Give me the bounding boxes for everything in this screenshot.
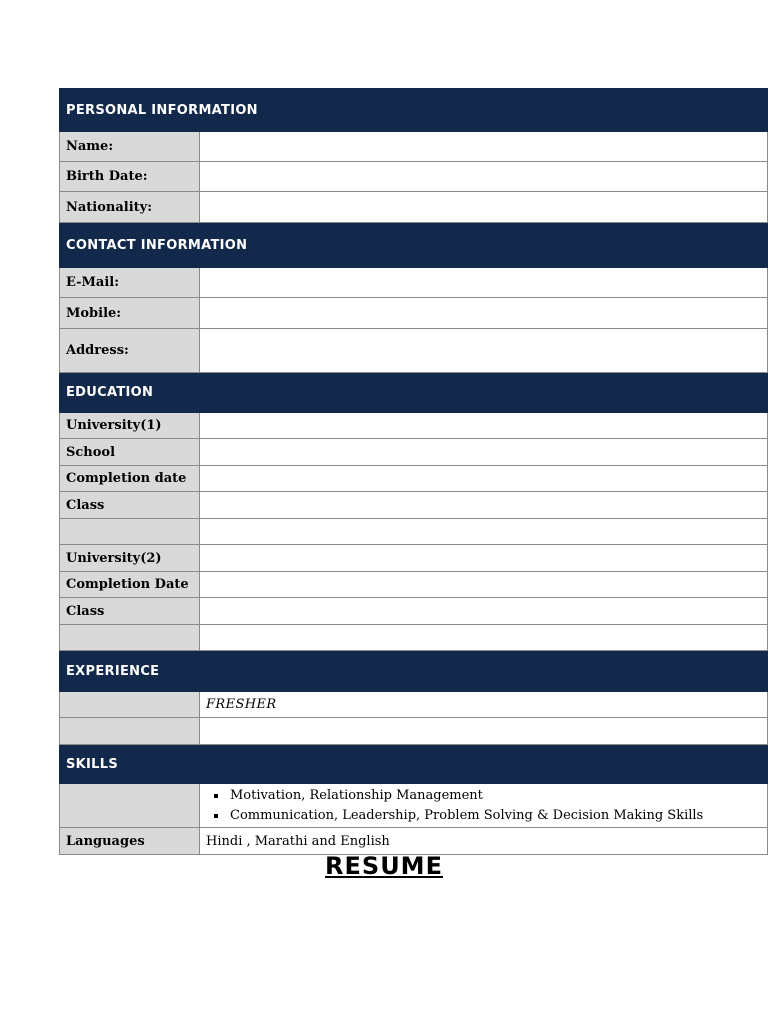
class-2-label: Class: [60, 598, 200, 625]
section-title-skills: SKILLS: [60, 745, 768, 784]
university-1-value: [200, 413, 768, 439]
table-row: [60, 718, 768, 745]
table-row: [60, 692, 768, 718]
list-item: Motivation, Relationship Management: [230, 786, 761, 806]
table-row: [60, 598, 768, 625]
university-2-label: University(2): [60, 545, 200, 572]
table-row: [60, 828, 768, 855]
blank-value: [200, 718, 768, 745]
school-label: School: [60, 439, 200, 466]
table-row: [60, 413, 768, 439]
section-header-education: [60, 373, 768, 413]
experience-value: FRESHER: [200, 692, 768, 718]
university-2-value: [200, 545, 768, 572]
email-value: [200, 268, 768, 298]
table-row: [60, 625, 768, 651]
blank-label: [60, 625, 200, 651]
section-title-experience: EXPERIENCE: [60, 651, 768, 692]
section-title-contact: CONTACT INFORMATION: [60, 223, 768, 268]
table-row: [60, 192, 768, 223]
university-1-label: University(1): [60, 413, 200, 439]
table-row: [60, 132, 768, 162]
nationality-label: Nationality:: [60, 192, 200, 223]
completion-date-2-label: Completion Date: [60, 572, 200, 598]
address-label: Address:: [60, 329, 200, 373]
table-row: [60, 519, 768, 545]
class-2-value: [200, 598, 768, 625]
mobile-value: [200, 298, 768, 329]
birth-date-value: [200, 162, 768, 192]
experience-label: [60, 692, 200, 718]
class-label: Class: [60, 492, 200, 519]
table-row: [60, 162, 768, 192]
list-item: Communication, Leadership, Problem Solving & Decision Making Skills: [230, 806, 761, 826]
languages-label: Languages: [60, 828, 200, 855]
school-value: [200, 439, 768, 466]
mobile-label: Mobile:: [60, 298, 200, 329]
blank-value: [200, 625, 768, 651]
section-header-contact: [60, 223, 768, 268]
email-label: E-Mail:: [60, 268, 200, 298]
table-row: [60, 492, 768, 519]
name-label: Name:: [60, 132, 200, 162]
resume-form: [59, 88, 768, 855]
blank-label: [60, 718, 200, 745]
resume-heading: RESUME: [325, 852, 443, 880]
table-row: [60, 784, 768, 828]
birth-date-label: Birth Date:: [60, 162, 200, 192]
completion-date-value: [200, 466, 768, 492]
class-value: [200, 492, 768, 519]
name-value: [200, 132, 768, 162]
document-title: [0, 852, 768, 880]
table-row: [60, 545, 768, 572]
table-row: [60, 466, 768, 492]
table-row: [60, 268, 768, 298]
section-header-personal: [60, 89, 768, 132]
table-row: [60, 572, 768, 598]
blank-value: [200, 519, 768, 545]
completion-date-2-value: [200, 572, 768, 598]
skills-value: [200, 784, 768, 828]
table-row: [60, 298, 768, 329]
skills-list: [206, 786, 761, 826]
table-row: [60, 329, 768, 373]
section-header-skills: [60, 745, 768, 784]
resume-table: [59, 88, 768, 855]
section-title-personal: PERSONAL INFORMATION: [60, 89, 768, 132]
completion-date-label: Completion date: [60, 466, 200, 492]
skills-label: [60, 784, 200, 828]
languages-value: Hindi , Marathi and English: [200, 828, 768, 855]
blank-label: [60, 519, 200, 545]
nationality-value: [200, 192, 768, 223]
table-row: [60, 439, 768, 466]
section-title-education: EDUCATION: [60, 373, 768, 413]
section-header-experience: [60, 651, 768, 692]
address-value: [200, 329, 768, 373]
